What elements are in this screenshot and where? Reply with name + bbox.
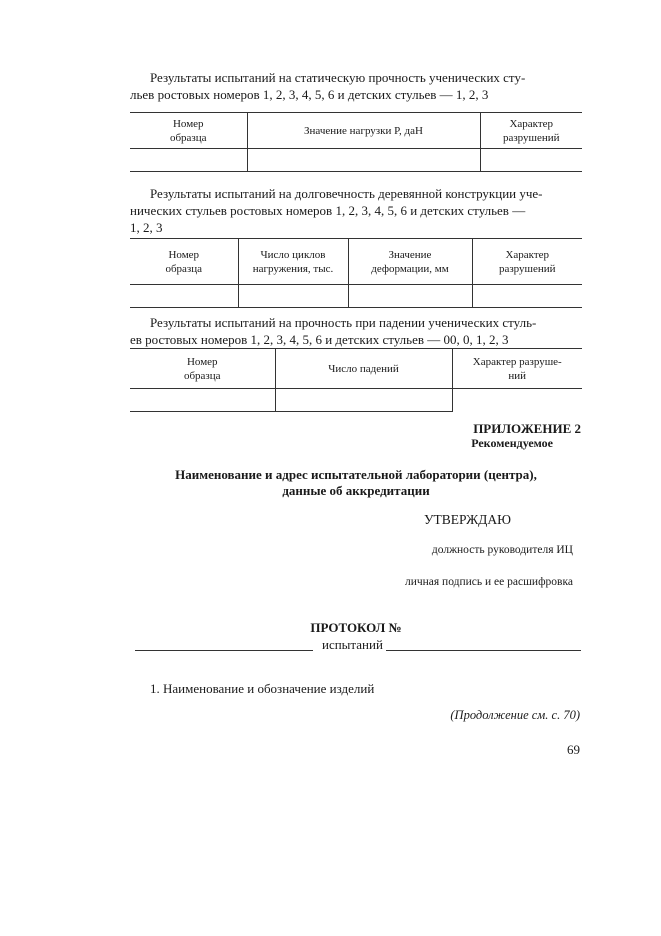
section2-intro-line2: нических стульев ростовых номеров 1, 2, 3, 4, 5, 6 и детских стульев — bbox=[130, 203, 526, 218]
header-failure-nature: Характер разруше- ний bbox=[452, 349, 582, 389]
item-1: 1. Наименование и обозначение изделий bbox=[150, 681, 375, 696]
section1-intro bbox=[130, 69, 582, 103]
header-deformation-value: Значение деформации, мм bbox=[348, 239, 472, 285]
section3-intro-line2: ев ростовых номеров 1, 2, 3, 4, 5, 6 и детских стульев — 00, 0, 1, 2, 3 bbox=[130, 332, 509, 347]
approve-signature: личная подпись и ее расшифровка bbox=[404, 576, 573, 588]
lab-name-line1: Наименование и адрес испытательной лаборатории (центра), bbox=[175, 467, 537, 482]
lab-name-line2: данные об аккредитации bbox=[282, 483, 430, 498]
table-row bbox=[130, 389, 582, 412]
header-load-value: Значение нагрузки P, даН bbox=[247, 113, 480, 149]
section2-intro bbox=[130, 185, 582, 236]
approve-label: УТВЕРЖДАЮ bbox=[424, 512, 512, 527]
section1-intro-line1: Результаты испытаний на статическую прочность ученических сту- bbox=[150, 70, 526, 85]
durability-table bbox=[130, 238, 582, 308]
header-failure-nature: Характер разрушений bbox=[472, 239, 582, 285]
header-failure-nature: Характер разрушений bbox=[480, 113, 582, 149]
section3-intro-line1: Результаты испытаний на прочность при падении ученических стуль- bbox=[150, 315, 537, 330]
appendix-subtitle: Рекомендуемое bbox=[471, 436, 553, 450]
appendix-title: ПРИЛОЖЕНИЕ 2 bbox=[473, 421, 581, 436]
protocol-blank-left bbox=[135, 650, 313, 651]
section2-intro-line1: Результаты испытаний на долговечность деревянной конструкции уче- bbox=[150, 186, 543, 201]
header-load-cycles: Число циклов нагружения, тыс. bbox=[238, 239, 348, 285]
lab-name bbox=[130, 467, 582, 499]
drop-strength-table bbox=[130, 348, 582, 412]
header-drop-count: Число падений bbox=[275, 349, 452, 389]
continuation-note: (Продолжение см. с. 70) bbox=[450, 708, 580, 722]
page-number: 69 bbox=[567, 742, 580, 757]
section2-intro-line3: 1, 2, 3 bbox=[130, 220, 163, 235]
section3-intro bbox=[130, 314, 582, 348]
table-row bbox=[130, 149, 582, 172]
approve-position: должность руководителя ИЦ bbox=[431, 544, 573, 556]
table-row bbox=[130, 285, 582, 308]
protocol-title: ПРОТОКОЛ № bbox=[310, 620, 402, 635]
static-strength-table bbox=[130, 112, 582, 172]
section1-intro-line2: льев ростовых номеров 1, 2, 3, 4, 5, 6 и детских стульев — 1, 2, 3 bbox=[130, 87, 489, 102]
header-sample-number: Номер образца bbox=[130, 349, 275, 389]
protocol-tests-word: испытаний bbox=[322, 637, 383, 652]
header-sample-number: Номер образца bbox=[130, 113, 247, 149]
protocol-blank-right bbox=[386, 650, 581, 651]
header-sample-number: Номер образца bbox=[130, 239, 238, 285]
